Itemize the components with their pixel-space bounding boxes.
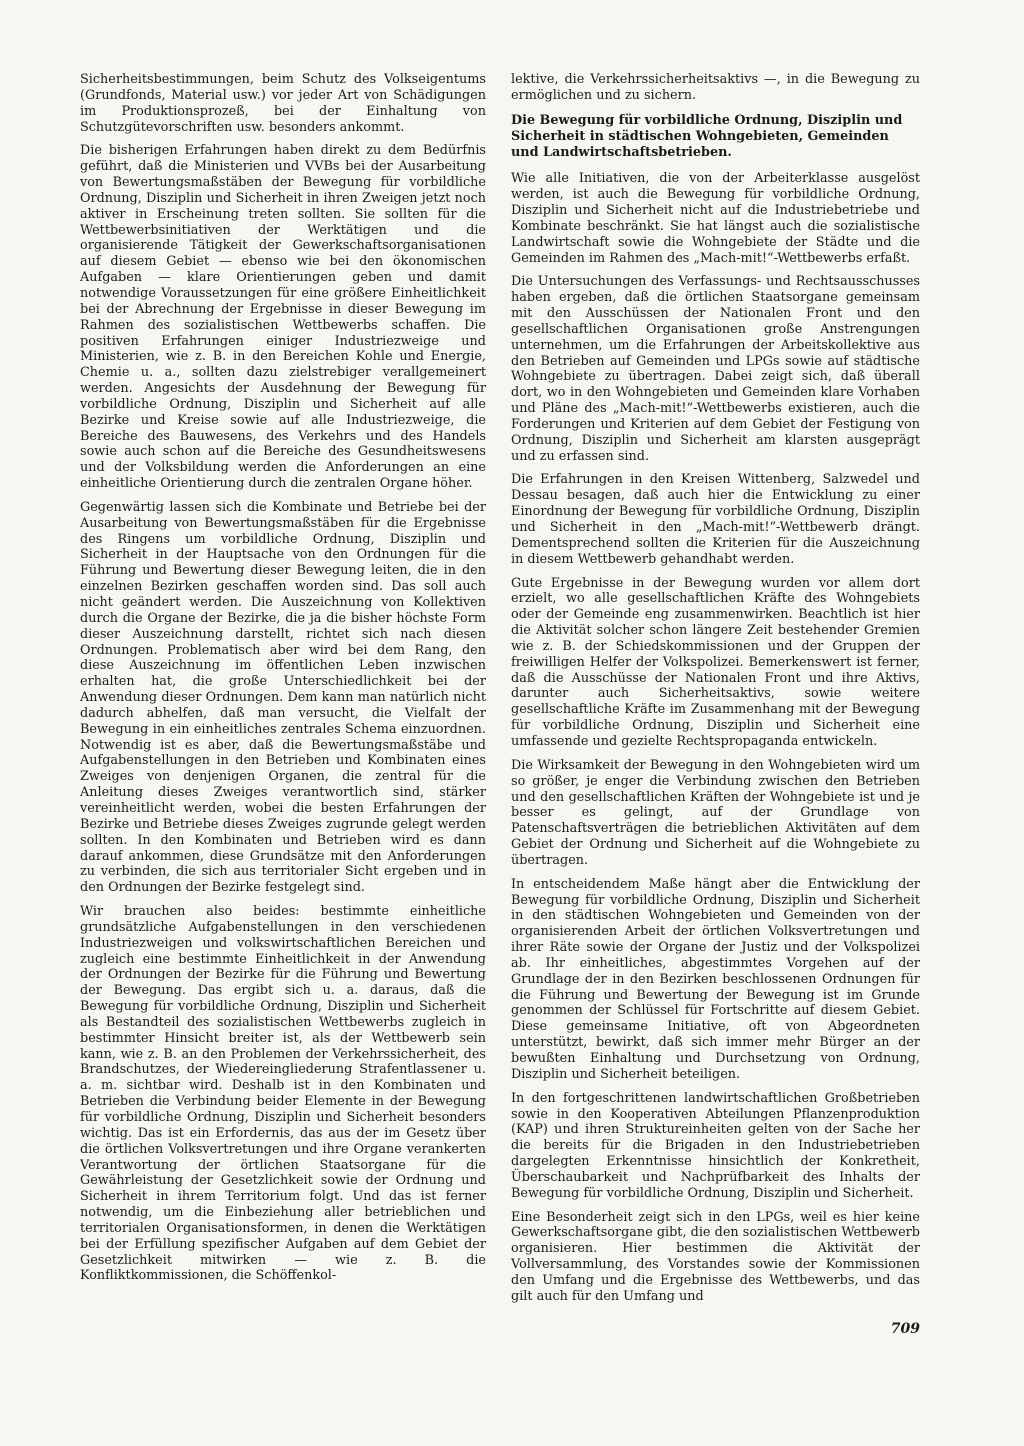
right-paragraph-intro: lektive, die Verkehrssicherheitsaktivs —, in die Bewegung zu ermöglichen und zu sichern. <box>511 72 920 103</box>
left-paragraph-1: Sicherheitsbestimmungen, beim Schutz des Volkseigentums (Grundfonds, Material usw.) vor jeder Art von Schädigungen im Produktionsprozeß, bei der Einhaltung von Schutzgütevorschriften usw. besonders ankommt. <box>80 72 486 135</box>
right-paragraph-6: In entscheidendem Maße hängt aber die Entwicklung der Bewegung für vorbildliche Ordnung, Disziplin und Sicherheit in den städtischen Wohngebieten und Gemeinden von der organisierenden Arbeit der örtlichen Volksvertretungen und ihrer Räte sowie der Organe der Justiz und der Volkspolizei ab. Ihr einheitliches, abgestimmtes Vorgehen auf der Grundlage der in den Bezirken beschlossenen Ordnungen für die Führung und Bewertung der Bewegung ist im Grunde genommen der Schlüssel für Fortschritte auf diesem Gebiet. Diese gemeinsame Initiative, oft von Abgeordneten unterstützt, bewirkt, daß sich immer mehr Bürger an der bewußten Einhaltung und Durchsetzung von Ordnung, Disziplin und Sicherheit beteiligen. <box>511 876 920 1082</box>
right-paragraph-5: Die Wirksamkeit der Bewegung in den Wohngebieten wird um so größer, je enger die Verbindung zwischen den Betrieben und den gesellschaftlichen Kräften der Wohngebiete ist und je besser es gelingt, auf der Grundlage von Patenschaftsverträgen die betrieblichen Aktivitäten auf dem Gebiet der Ordnung und Sicherheit auf die Wohngebiete zu übertragen. <box>511 757 920 868</box>
right-paragraph-1: Wie alle Initiativen, die von der Arbeiterklasse ausgelöst werden, ist auch die Bewegung für vorbildliche Ordnung, Disziplin und Sicherheit nicht auf die Industriebetriebe und Kombinate beschränkt. Sie hat längst auch die sozialistische Landwirtschaft sowie die Wohngebiete der Städte und die Gemeinden im Rahmen des „Mach-mit!“-Wettbewerbs erfaßt. <box>511 171 920 266</box>
right-paragraph-3: Die Erfahrungen in den Kreisen Wittenberg, Salzwedel und Dessau besagen, daß auch hier die Entwicklung zu einer Einordnung der Bewegung für vorbildliche Ordnung, Disziplin und Sicherheit in den „Mach-mit!“-Wettbewerb drängt. Dementsprechend sollten die Kriterien für die Auszeichnung in diesem Wettbewerb gehandhabt werden. <box>511 472 920 567</box>
left-column <box>80 72 486 1284</box>
page-number: 709 <box>890 1321 920 1337</box>
right-paragraph-4: Gute Ergebnisse in der Bewegung wurden vor allem dort erzielt, wo alle gesellschaftlichen Kräfte des Wohngebiets oder der Gemeinde eng zusammenwirken. Beachtlich ist hier die Aktivität solcher schon längere Zeit bestehender Gremien wie z. B. der Schiedskommissionen und der Gruppen der freiwilligen Helfer der Volkspolizei. Bemerkenswert ist ferner, daß die Ausschüsse der Nationalen Front und ihre Aktivs, darunter auch Sicherheitsaktivs, sowie weitere gesellschaftliche Kräfte im Zusammenhang mit der Bewegung für vorbildliche Ordnung, Disziplin und Sicherheit eine umfassende und gezielte Rechtspropaganda entwickeln. <box>511 575 920 749</box>
left-paragraph-3: Gegenwärtig lassen sich die Kombinate und Betriebe bei der Ausarbeitung von Bewertungsmaßstäben für die Ergebnisse des Ringens um vorbildliche Ordnung, Disziplin und Sicherheit in der Hauptsache von den Ordnungen für die Führung und Bewertung dieser Bewegung leiten, die in den einzelnen Bezirken geschaffen worden sind. Das soll auch nicht geändert werden. Die Auszeichnung von Kollektiven durch die Organe der Bezirke, die ja die bisher höchste Form dieser Auszeichnung darstellt, richtet sich nach diesen Ordnungen. Problematisch aber wird bei dem Rang, den diese Auszeichnung im öffentlichen Leben inzwischen erhalten hat, die große Unterschiedlichkeit bei der Anwendung dieser Ordnungen. Dem kann man natürlich nicht dadurch abhelfen, daß man versucht, die Vielfalt der Bewegung in ein einheitliches zentrales Schema einzuordnen. Notwendig ist es aber, daß die Bewertungsmaßstäbe und Aufgabenstellungen in den Betrieben und Kombinaten eines Zweiges von denjenigen Organen, die zentral für die Anleitung dieses Zweiges verantwortlich sind, stärker vereinheitlicht werden, wobei die besten Erfahrungen der Bezirke und Betriebe dieses Zweiges zugrunde gelegt werden sollten. In den Kombinaten und Betrieben wird es dann darauf ankommen, diese Grundsätze mit den Anforderungen zu verbinden, die sich aus territorialer Sicht ergeben und in den Ordnungen der Bezirke festgelegt sind. <box>80 499 486 896</box>
right-paragraph-8: Eine Besonderheit zeigt sich in den LPGs, weil es hier keine Gewerkschaftsorgane gibt, die den sozialistischen Wettbewerb organisieren. Hier bestimmen die Aktivität der Vollversammlung, des Vorstandes sowie der Kommissionen den Umfang und die Ergebnisse des Wettbewerbs, und das gilt auch für den Umfang und <box>511 1209 920 1304</box>
left-paragraph-2: Die bisherigen Erfahrungen haben direkt zu dem Bedürfnis geführt, daß die Ministerien und VVBs bei der Ausarbeitung von Bewertungsmaßstäben der Bewegung für vorbildliche Ordnung, Disziplin und Sicherheit in ihren Zweigen jetzt noch aktiver in Erscheinung treten sollten. Sie sollten für die Wettbewerbsinitiativen der Werktätigen und die organisierende Tätigkeit der Gewerkschaftsorganisationen auf diesem Gebiet — ebenso wie bei den ökonomischen Aufgaben — klare Orientierungen geben und damit notwendige Voraussetzungen für eine größere Einheitlichkeit bei der Abrechnung der Ergebnisse in dieser Bewegung im Rahmen des sozialistischen Wettbewerbs schaffen. Die positiven Erfahrungen einiger Industriezweige und Ministerien, wie z. B. in den Bereichen Kohle und Energie, Chemie u. a., sollten dazu zielstrebiger verallgemeinert werden. Angesichts der Ausdehnung der Bewegung für vorbildliche Ordnung, Disziplin und Sicherheit auf alle Bezirke und Kreise sowie auf alle Industriezweige, die Bereiche des Bauwesens, des Verkehrs und des Handels sowie auch schon auf die Bereiche des Gesundheitswesens und der Volksbildung werden die Anforderungen an eine einheitliche Orientierung durch die zentralen Organe höher. <box>80 143 486 492</box>
left-paragraph-4: Wir brauchen also beides: bestimmte einheitliche grundsätzliche Aufgabenstellungen in den verschiedenen Industriezweigen und volkswirtschaftlichen Bereichen und zugleich eine bestimmte Einheitlichkeit in der Anwendung der Ordnungen der Bezirke für die Führung und Bewertung der Bewegung. Das ergibt sich u. a. daraus, daß die Bewegung für vorbildliche Ordnung, Disziplin und Sicherheit als Bestandteil des sozialistischen Wettbewerbs zugleich in bestimmter Hinsicht breiter ist, als der Wettbewerb sein kann, wie z. B. an den Problemen der Verkehrssicherheit, des Brandschutzes, der Wiedereingliederung Strafentlassener u. a. m. sichtbar wird. Deshalb ist in den Kombinaten und Betrieben die Verbindung beider Elemente in der Bewegung für vorbildliche Ordnung, Disziplin und Sicherheit besonders wichtig. Das ist ein Erfordernis, das aus der im Gesetz über die örtlichen Volksvertretungen und ihre Organe verankerten Verantwortung der örtlichen Staatsorgane für die Gewährleistung der Gesetzlichkeit sowie der Ordnung und Sicherheit in ihrem Territorium folgt. Und das ist ferner notwendig, um die Einbeziehung aller betrieblichen und territorialen Organisationsformen, in denen die Werktätigen bei der Erfüllung spezifischer Aufgaben auf dem Gebiet der Gesetzlichkeit mitwirken — wie z. B. die Konfliktkommissionen, die Schöffenkol- <box>80 904 486 1284</box>
right-paragraph-2: Die Untersuchungen des Verfassungs- und Rechtsausschusses haben ergeben, daß die örtlichen Staatsorgane gemeinsam mit den Ausschüssen der Nationalen Front und den gesellschaftlichen Organisationen große Anstrengungen unternehmen, um die Erfahrungen der Arbeitskollektive aus den Betrieben auf Gemeinden und LPGs sowie auf städtische Wohngebiete zu übertragen. Dabei zeigt sich, daß überall dort, wo in den Wohngebieten und Gemeinden klare Vorhaben und Pläne des „Mach-mit!“-Wettbewerbs existieren, auch die Forderungen und Kriterien auf dem Gebiet der Festigung von Ordnung, Disziplin und Sicherheit am klarsten ausgeprägt und zu erfassen sind. <box>511 274 920 464</box>
right-paragraph-7: In den fortgeschrittenen landwirtschaftlichen Großbetrieben sowie in den Kooperativen Abteilungen Pflanzenproduktion (KAP) und ihren Struktureinheiten gelten von der Sache her die bereits für die Brigaden in den Industriebetrieben dargelegten Erkenntnisse hinsichtlich der Konkretheit, Überschaubarkeit und Nachprüfbarkeit des Inhalts der Bewegung für vorbildliche Ordnung, Disziplin und Sicherheit. <box>511 1090 920 1201</box>
right-column <box>511 72 920 1305</box>
section-heading: Die Bewegung für vorbildliche Ordnung, Disziplin und Sicherheit in städtischen Wohngebieten, Gemeinden und Landwirtschaftsbetrieben. <box>511 112 903 161</box>
